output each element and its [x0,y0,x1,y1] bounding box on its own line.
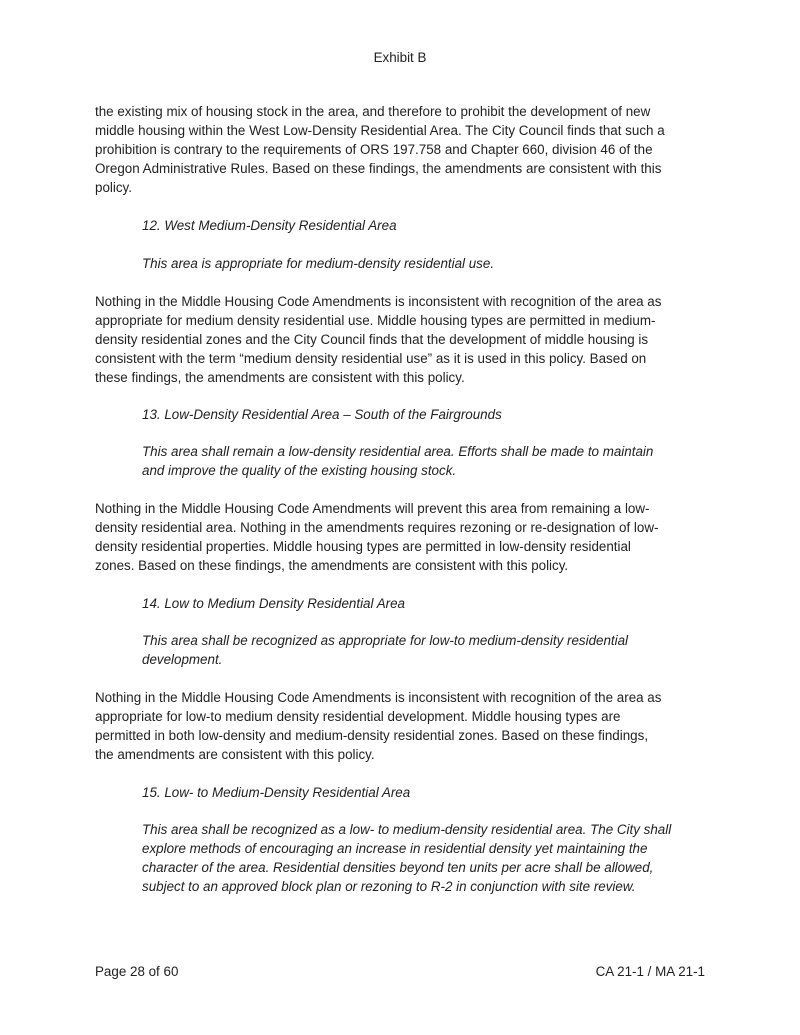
text-line: Nothing in the Middle Housing Code Amendments will prevent this area from remaining a low- [95,501,650,516]
text-line: the existing mix of housing stock in the area, and therefore to prohibit the development of new [95,104,651,119]
text-line: density residential zones and the City Council finds that the development of middle housing is [95,332,649,347]
text-line: these findings, the amendments are consistent with this policy. [95,370,465,385]
paragraph [95,292,661,387]
policy-quote [142,820,671,896]
page-number: Page 28 of 60 [95,964,179,979]
text-line: Oregon Administrative Rules. Based on these findings, the amendments are consistent with this [95,161,662,176]
text-line: appropriate for low-to medium density residential development. Middle housing types are [95,709,621,724]
text-line: appropriate for medium density residential use. Middle housing types are permitted in medium- [95,313,656,328]
text-line: consistent with the term “medium density residential use” as it is used in this policy. Based on [95,351,647,366]
paragraph [95,499,658,575]
policy-heading-text: 15. Low- to Medium-Density Residential Area [142,785,411,800]
text-line: middle housing within the West Low-Density Residential Area. The City Council finds that such a [95,123,665,138]
text-line: Nothing in the Middle Housing Code Amendments is inconsistent with recognition of the area as [95,690,662,705]
text-line: Nothing in the Middle Housing Code Amendments is inconsistent with recognition of the area as [95,294,662,309]
paragraph [95,102,665,197]
policy-heading-text: 13. Low-Density Residential Area – South of the Fairgrounds [142,407,502,422]
text-line: the amendments are consistent with this policy. [95,747,375,762]
text-line: subject to an approved block plan or rezoning to R-2 in conjunction with site review. [142,879,636,894]
text-line: density residential area. Nothing in the amendments requires rezoning or re-designation of low- [95,520,659,535]
policy-heading [142,783,410,802]
text-line: character of the area. Residential densities beyond ten units per acre shall be allowed, [142,860,654,875]
text-line: This area shall be recognized as a low- to medium-density residential area. The City shall [142,822,672,837]
text-line: and improve the quality of the existing housing stock. [142,463,457,478]
policy-heading-text: 14. Low to Medium Density Residential Area [142,596,405,611]
text-line: prohibition is contrary to the requirements of ORS 197.758 and Chapter 660, division 46 of the [95,142,653,157]
text-line: This area shall be recognized as appropriate for low-to medium-density residential [142,633,629,648]
policy-quote [142,254,494,273]
text-line: development. [142,652,223,667]
paragraph [95,688,661,764]
policy-quote [142,442,653,480]
document-reference: CA 21-1 / MA 21-1 [595,964,705,979]
policy-heading [142,405,502,424]
text-line: This area shall remain a low-density residential area. Efforts shall be made to maintain [142,444,654,459]
policy-heading [142,594,405,613]
text-line: permitted in both low-density and medium-density residential zones. Based on these findings, [95,728,649,743]
text-line: explore methods of encouraging an increase in residential density yet maintaining the [142,841,648,856]
page-header: Exhibit B [373,50,427,65]
text-line: density residential properties. Middle housing types are permitted in low-density residential [95,539,631,554]
text-line: policy. [95,180,132,195]
policy-quote [142,631,628,669]
policy-heading-text: 12. West Medium-Density Residential Area [142,218,397,233]
policy-heading [142,216,397,235]
text-line: zones. Based on these findings, the amendments are consistent with this policy. [95,558,569,573]
text-line: This area is appropriate for medium-density residential use. [142,256,495,271]
